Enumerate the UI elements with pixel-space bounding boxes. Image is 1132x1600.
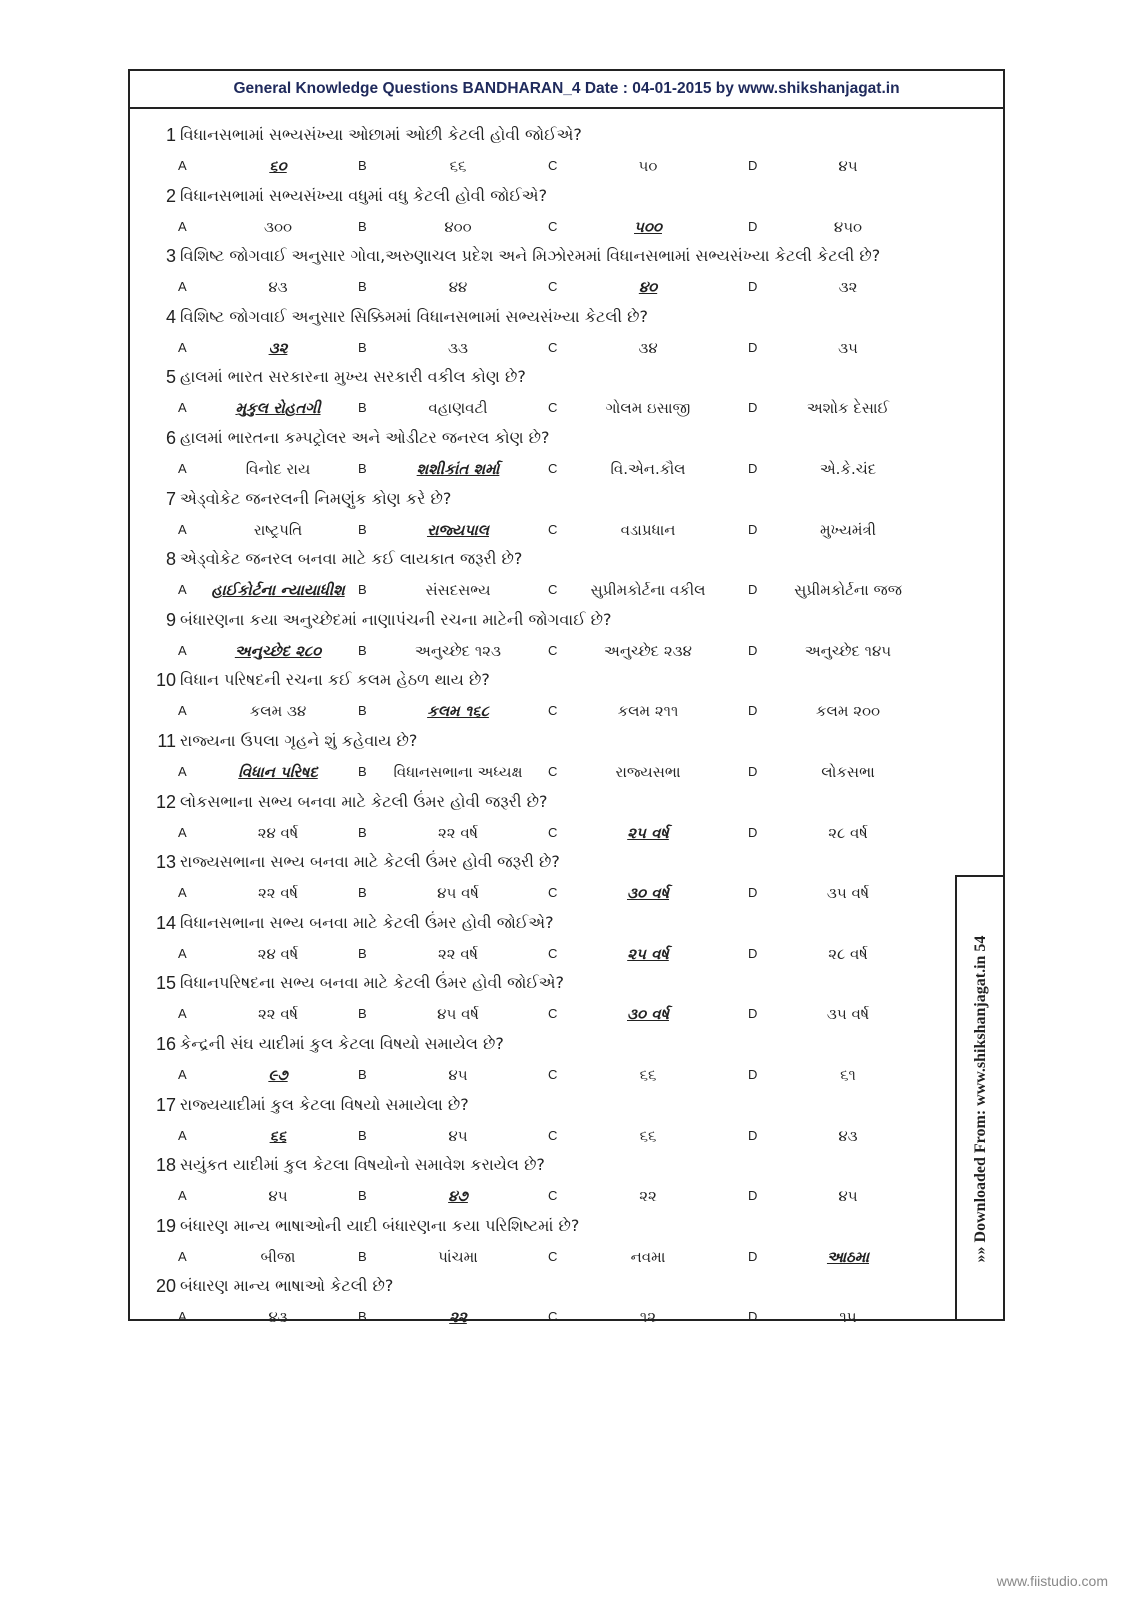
option-label: A bbox=[178, 703, 187, 719]
question-item bbox=[130, 547, 1003, 608]
question-number: 19 bbox=[155, 1215, 176, 1236]
option-label: D bbox=[748, 945, 758, 961]
option-label: A bbox=[178, 1127, 187, 1143]
option-value: ૩૫ વર્ષ bbox=[826, 884, 870, 903]
options-row bbox=[130, 1002, 1003, 1026]
option-label: D bbox=[748, 1127, 758, 1143]
option-label: A bbox=[178, 824, 187, 840]
option-label: B bbox=[358, 582, 367, 598]
option-label: C bbox=[548, 1006, 558, 1022]
option-value-answer: કલમ ૧૬૮ bbox=[427, 702, 489, 721]
option-label: D bbox=[748, 279, 758, 295]
option-value: અનુચ્છેદ ૧૨૩ bbox=[415, 641, 501, 660]
question-item bbox=[130, 608, 1003, 669]
option-value-answer: ૩૦ વર્ષ bbox=[627, 1005, 669, 1024]
option-label: A bbox=[178, 642, 187, 658]
question-item bbox=[130, 1214, 1003, 1275]
option-label: D bbox=[748, 460, 758, 476]
option-label: B bbox=[358, 1006, 367, 1022]
options-row bbox=[130, 942, 1003, 966]
option-value: ૪૩ bbox=[268, 1308, 288, 1327]
option-label: B bbox=[358, 763, 367, 779]
option-value: ૪૪ bbox=[448, 278, 468, 297]
option-label: B bbox=[358, 1188, 367, 1204]
option-label: C bbox=[548, 1188, 558, 1204]
question-item bbox=[130, 790, 1003, 851]
question-text: એડ્વોકેટ જનરલની નિમણુંક કોણ કરે છે? bbox=[180, 488, 452, 508]
option-value: મુખ્યમંત્રી bbox=[819, 520, 877, 539]
option-label: A bbox=[178, 158, 187, 173]
option-label: B bbox=[358, 400, 367, 416]
option-label: A bbox=[178, 763, 187, 779]
option-label: B bbox=[358, 824, 367, 840]
option-value: ૨૮ વર્ષ bbox=[828, 944, 868, 963]
question-item bbox=[130, 487, 1003, 548]
option-label: B bbox=[358, 521, 367, 537]
option-value-answer: ૨૫ વર્ષ bbox=[627, 823, 669, 842]
option-label: B bbox=[358, 339, 367, 355]
option-value: અશોક દેસાઈ bbox=[806, 399, 890, 418]
question-text: લોકસભાના સભ્ય બનવા માટે કેટલી ઉંમર હોવી જરૂરી છે? bbox=[180, 791, 548, 811]
option-value: ૪૫ વર્ષ bbox=[437, 1005, 479, 1024]
question-item bbox=[130, 850, 1003, 911]
option-value: ૧૨ bbox=[639, 1308, 657, 1327]
option-label: D bbox=[748, 521, 758, 537]
option-value-answer: રાજ્યપાલ bbox=[426, 520, 490, 539]
question-item bbox=[130, 365, 1003, 426]
options-row bbox=[130, 881, 1003, 905]
options-row bbox=[130, 821, 1003, 845]
question-item bbox=[130, 911, 1003, 972]
question-number: 7 bbox=[165, 488, 176, 509]
option-label: B bbox=[358, 945, 367, 961]
option-value: કલમ ૨૦૦ bbox=[815, 702, 881, 721]
option-label: A bbox=[178, 1066, 187, 1082]
options-row bbox=[130, 215, 1003, 239]
question-item bbox=[130, 305, 1003, 366]
question-text: એડ્વોકેટ જનરલ બનવા માટે કઈ લાયકાત જરૂરી છે? bbox=[180, 549, 523, 569]
option-value: અનુચ્છેદ ૧૪૫ bbox=[804, 641, 892, 660]
option-label: D bbox=[748, 1006, 758, 1022]
question-number: 20 bbox=[155, 1276, 176, 1297]
question-number: 13 bbox=[155, 852, 176, 873]
option-value-answer: ૪૦ bbox=[638, 278, 658, 297]
question-number: 15 bbox=[155, 973, 176, 994]
option-value: ૨૪ વર્ષ bbox=[257, 944, 299, 963]
option-label: D bbox=[748, 1066, 758, 1082]
option-value: ૩૪ bbox=[638, 338, 658, 357]
option-label: A bbox=[178, 400, 187, 416]
option-label: C bbox=[548, 1127, 558, 1143]
question-number: 17 bbox=[155, 1094, 176, 1115]
options-row bbox=[130, 275, 1003, 299]
question-item bbox=[130, 971, 1003, 1032]
question-item bbox=[130, 1274, 1003, 1335]
option-value: ૪૫ bbox=[838, 157, 858, 175]
option-label: C bbox=[548, 158, 558, 173]
option-label: B bbox=[358, 279, 367, 295]
option-label: D bbox=[748, 582, 758, 598]
option-label: D bbox=[748, 339, 758, 355]
option-value-answer: મુકુલ રોહતગી bbox=[235, 399, 321, 418]
option-value: કલમ ૩૪ bbox=[249, 702, 307, 721]
question-list bbox=[130, 123, 1003, 1335]
options-row bbox=[130, 457, 1003, 481]
question-text: કેન્દ્રની સંઘ યાદીમાં કુલ કેટલા વિષયો સમાયેલ છે? bbox=[180, 1033, 504, 1053]
question-item bbox=[130, 729, 1003, 790]
option-label: B bbox=[358, 218, 367, 234]
option-value: ૩૫ bbox=[838, 338, 858, 357]
option-label: A bbox=[178, 339, 187, 355]
option-label: B bbox=[358, 1248, 367, 1264]
option-label: A bbox=[178, 885, 187, 901]
option-label: D bbox=[748, 218, 758, 234]
question-item bbox=[130, 1032, 1003, 1093]
option-label: A bbox=[178, 945, 187, 961]
option-value-answer: ૫૦૦ bbox=[634, 217, 662, 236]
option-value: ૩૩ bbox=[448, 338, 468, 357]
option-value: ૧૫ bbox=[839, 1308, 857, 1327]
option-value: વિ.એન.કૌલ bbox=[610, 459, 686, 478]
option-value-answer: અનુચ્છેદ ૨૮૦ bbox=[234, 641, 322, 660]
question-text: સયુંકત યાદીમાં કુલ કેટલા વિષયોનો સમાવેશ કરાયેલ છે? bbox=[180, 1155, 545, 1175]
option-value-answer: હાઈકોર્ટના ન્યાયાધીશ bbox=[211, 581, 345, 600]
option-value: રાષ્ટ્રપતિ bbox=[253, 520, 303, 539]
question-text: વિશિષ્ટ જોગવાઈ અનુસાર સિક્કિમમાં વિધાનસભામાં સભ્યસંખ્યા કેટલી છે? bbox=[180, 306, 648, 326]
question-item bbox=[130, 123, 1003, 184]
option-value: ૬૬ bbox=[449, 157, 467, 175]
option-label: B bbox=[358, 1309, 367, 1325]
option-value: વહાણવટી bbox=[428, 399, 488, 418]
option-value: કલમ ૨૧૧ bbox=[617, 702, 679, 721]
option-label: D bbox=[748, 642, 758, 658]
option-value: નવમા bbox=[630, 1247, 666, 1266]
option-label: C bbox=[548, 1066, 558, 1082]
option-label: C bbox=[548, 824, 558, 840]
question-number: 12 bbox=[155, 791, 176, 812]
option-value: ગોલમ ઇસાજી bbox=[605, 399, 691, 418]
options-row bbox=[130, 396, 1003, 420]
option-value: ૩૫ વર્ષ bbox=[826, 1005, 870, 1024]
option-label: D bbox=[748, 158, 758, 173]
option-value: વડાપ્રધાન bbox=[620, 520, 676, 539]
option-value: ૫૦ bbox=[638, 157, 658, 175]
question-number: 16 bbox=[155, 1033, 176, 1054]
option-label: B bbox=[358, 703, 367, 719]
option-label: A bbox=[178, 1309, 187, 1325]
question-number: 4 bbox=[165, 306, 176, 327]
option-value: ૬૬ bbox=[639, 1065, 657, 1084]
question-item bbox=[130, 244, 1003, 305]
option-value-answer: ૩૦ વર્ષ bbox=[627, 884, 669, 903]
option-value: ૪૩ bbox=[268, 278, 288, 297]
page-title: General Knowledge Questions BANDHARAN_4 Date : 04-01-2015 by www.shikshanjagat.in bbox=[130, 71, 1003, 109]
options-row bbox=[130, 699, 1003, 723]
option-label: D bbox=[748, 400, 758, 416]
option-value-answer: ૩૨ bbox=[268, 338, 288, 357]
options-row bbox=[130, 336, 1003, 360]
question-text: રાજ્યયાદીમાં કુલ કેટલા વિષયો સમાયેલા છે? bbox=[180, 1094, 469, 1114]
option-value-answer: ૬૦ bbox=[269, 157, 287, 175]
option-value: લોકસભા bbox=[821, 762, 875, 781]
options-row bbox=[130, 1305, 1003, 1329]
option-value: ૪૫ વર્ષ bbox=[437, 884, 479, 903]
question-text: બંધારણના કયા અનુચ્છેદમાં નાણાપંચની રચના માટેની જોગવાઈ છે? bbox=[180, 609, 612, 629]
option-label: B bbox=[358, 1127, 367, 1143]
question-text: વિધાન પરિષદની રચના કઈ કલમ હેઠળ થાય છે? bbox=[180, 670, 490, 690]
option-label: A bbox=[178, 521, 187, 537]
options-row bbox=[130, 1245, 1003, 1269]
question-text: વિધાનસભામાં સભ્યસંખ્યા ઓછામાં ઓછી કેટલી હોવી જોઈએ? bbox=[180, 125, 582, 144]
options-row bbox=[130, 154, 1003, 178]
question-text: વિધાનસભાના સભ્ય બનવા માટે કેટલી ઉંમર હોવી જોઈએ? bbox=[180, 912, 554, 932]
question-number: 1 bbox=[165, 125, 176, 145]
options-row bbox=[130, 1184, 1003, 1208]
option-value: ૨૨ bbox=[639, 1187, 657, 1206]
question-number: 14 bbox=[155, 912, 176, 933]
option-label: D bbox=[748, 1248, 758, 1264]
question-item bbox=[130, 668, 1003, 729]
option-label: D bbox=[748, 824, 758, 840]
option-label: C bbox=[548, 885, 558, 901]
question-text: વિશિષ્ટ જોગવાઈ અનુસાર ગોવા,અરુણાચલ પ્રદેશ અને મિઝોરમમાં વિધાનસભામાં સભ્યસંખ્યા કેટલી કેટલી છે? bbox=[180, 246, 881, 266]
question-text: બંધારણ માન્ય ભાષાઓ કેટલી છે? bbox=[180, 1276, 394, 1296]
option-label: B bbox=[358, 460, 367, 476]
option-value-answer: ૪૭ bbox=[448, 1187, 468, 1206]
option-value: ૪૦૦ bbox=[444, 217, 472, 236]
option-value-answer: આઠમા bbox=[826, 1247, 870, 1266]
option-label: B bbox=[358, 1066, 367, 1082]
option-value-answer: વિધાન પરિષદ bbox=[238, 762, 318, 781]
options-row bbox=[130, 639, 1003, 663]
options-row bbox=[130, 760, 1003, 784]
option-label: A bbox=[178, 1248, 187, 1264]
option-label: C bbox=[548, 1309, 558, 1325]
option-value-answer: ૬૬ bbox=[269, 1126, 287, 1145]
option-label: D bbox=[748, 885, 758, 901]
option-label: C bbox=[548, 642, 558, 658]
question-number: 5 bbox=[165, 367, 176, 388]
option-value: ૬૬ bbox=[639, 1126, 657, 1145]
question-number: 8 bbox=[165, 549, 176, 570]
question-text: હાલમાં ભારત સરકારના મુખ્ય સરકારી વકીલ કોણ છે? bbox=[180, 367, 526, 387]
option-label: C bbox=[548, 1248, 558, 1264]
option-label: C bbox=[548, 582, 558, 598]
option-value: સંસદસભ્ય bbox=[425, 581, 491, 600]
options-row bbox=[130, 1124, 1003, 1148]
question-number: 18 bbox=[155, 1155, 176, 1176]
option-label: D bbox=[748, 1188, 758, 1204]
option-value: ૨૨ વર્ષ bbox=[257, 884, 299, 903]
option-value: ૨૨ વર્ષ bbox=[257, 1005, 299, 1024]
question-number: 9 bbox=[165, 609, 176, 630]
option-value: ૪૫ bbox=[838, 1187, 858, 1206]
option-label: A bbox=[178, 279, 187, 295]
question-item bbox=[130, 184, 1003, 245]
option-value: વિધાનસભાના અધ્યક્ષ bbox=[393, 762, 523, 781]
options-row bbox=[130, 578, 1003, 602]
question-item bbox=[130, 426, 1003, 487]
side-watermark-box bbox=[955, 875, 1005, 1321]
option-value: ૨૨ વર્ષ bbox=[437, 823, 479, 842]
option-label: C bbox=[548, 460, 558, 476]
option-value-answer: ૨૫ વર્ષ bbox=[627, 944, 669, 963]
option-value: ૩૨ bbox=[838, 278, 858, 297]
question-number: 6 bbox=[165, 427, 176, 448]
option-value: સુપ્રીમકોર્ટના વકીલ bbox=[590, 581, 706, 600]
question-text: હાલમાં ભારતના કમ્પટ્રોલર અને ઓડીટર જનરલ કોણ છે? bbox=[180, 427, 550, 447]
option-label: A bbox=[178, 460, 187, 476]
option-value-answer: શશીકાંત શર્મા bbox=[416, 459, 500, 478]
question-number: 11 bbox=[157, 730, 176, 751]
footer-url: www.fiistudio.com bbox=[996, 1573, 1108, 1589]
option-value: ૬૧ bbox=[840, 1065, 856, 1084]
question-number: 10 bbox=[155, 670, 176, 691]
option-value: ૪૫૦ bbox=[833, 217, 863, 236]
question-text: રાજ્યસભાના સભ્ય બનવા માટે કેટલી ઉંમર હોવી જરૂરી છે? bbox=[180, 852, 560, 872]
option-label: A bbox=[178, 582, 187, 598]
side-watermark-text: »» Downloaded From: www.shikshanjagat.in 54 bbox=[972, 935, 989, 1263]
option-value: રાજ્યસભા bbox=[615, 762, 681, 781]
option-value-answer: ૯૭ bbox=[268, 1065, 288, 1084]
option-label: A bbox=[178, 1006, 187, 1022]
option-value: ૨૨ વર્ષ bbox=[437, 944, 479, 963]
option-label: C bbox=[548, 945, 558, 961]
options-row bbox=[130, 518, 1003, 542]
question-text: વિધાનપરિષદના સભ્ય બનવા માટે કેટલી ઉંમર હોવી જોઈએ? bbox=[180, 973, 565, 993]
option-label: B bbox=[358, 642, 367, 658]
question-text: રાજ્યના ઉપલા ગૃહને શું કહેવાય છે? bbox=[180, 730, 418, 750]
question-item bbox=[130, 1153, 1003, 1214]
option-value-answer: ૨૨ bbox=[449, 1308, 467, 1327]
option-value: ૪૩ bbox=[838, 1126, 858, 1145]
option-label: C bbox=[548, 703, 558, 719]
question-item bbox=[130, 1093, 1003, 1154]
option-value: ૩૦૦ bbox=[263, 217, 293, 236]
question-sheet bbox=[128, 69, 1005, 1327]
option-value: ૪૫ bbox=[268, 1187, 288, 1206]
question-text: વિધાનસભામાં સભ્યસંખ્યા વધુમાં વધુ કેટલી હોવી જોઈએ? bbox=[180, 185, 548, 205]
option-label: B bbox=[358, 885, 367, 901]
option-label: C bbox=[548, 218, 558, 234]
options-row bbox=[130, 1063, 1003, 1087]
option-value: વિનોદ રાય bbox=[245, 459, 311, 478]
option-value: સુપ્રીમકોર્ટના જજ bbox=[794, 581, 902, 600]
option-label: D bbox=[748, 1309, 758, 1325]
question-text: બંધારણ માન્ય ભાષાઓની યાદી બંધારણના કયા પરિશિષ્ટમાં છે? bbox=[180, 1215, 580, 1235]
question-number: 3 bbox=[165, 246, 176, 267]
option-label: C bbox=[548, 339, 558, 355]
option-value: ૪૫ bbox=[448, 1126, 468, 1145]
option-value: બીજા bbox=[260, 1247, 296, 1266]
option-value: એ.કે.ચંદ bbox=[819, 459, 877, 478]
option-label: D bbox=[748, 703, 758, 719]
option-label: A bbox=[178, 218, 187, 234]
option-label: C bbox=[548, 763, 558, 779]
option-value: ૨૮ વર્ષ bbox=[828, 823, 868, 842]
option-label: A bbox=[178, 1188, 187, 1204]
option-value: અનુચ્છેદ ૨૩૪ bbox=[604, 641, 692, 660]
option-label: D bbox=[748, 763, 758, 779]
option-label: C bbox=[548, 279, 558, 295]
option-value: ૪૫ bbox=[448, 1065, 468, 1084]
question-number: 2 bbox=[165, 185, 176, 206]
option-value: ૨૪ વર્ષ bbox=[257, 823, 299, 842]
option-label: C bbox=[548, 521, 558, 537]
option-value: પાંચમા bbox=[438, 1247, 478, 1266]
option-label: B bbox=[358, 158, 367, 173]
option-label: C bbox=[548, 400, 558, 416]
